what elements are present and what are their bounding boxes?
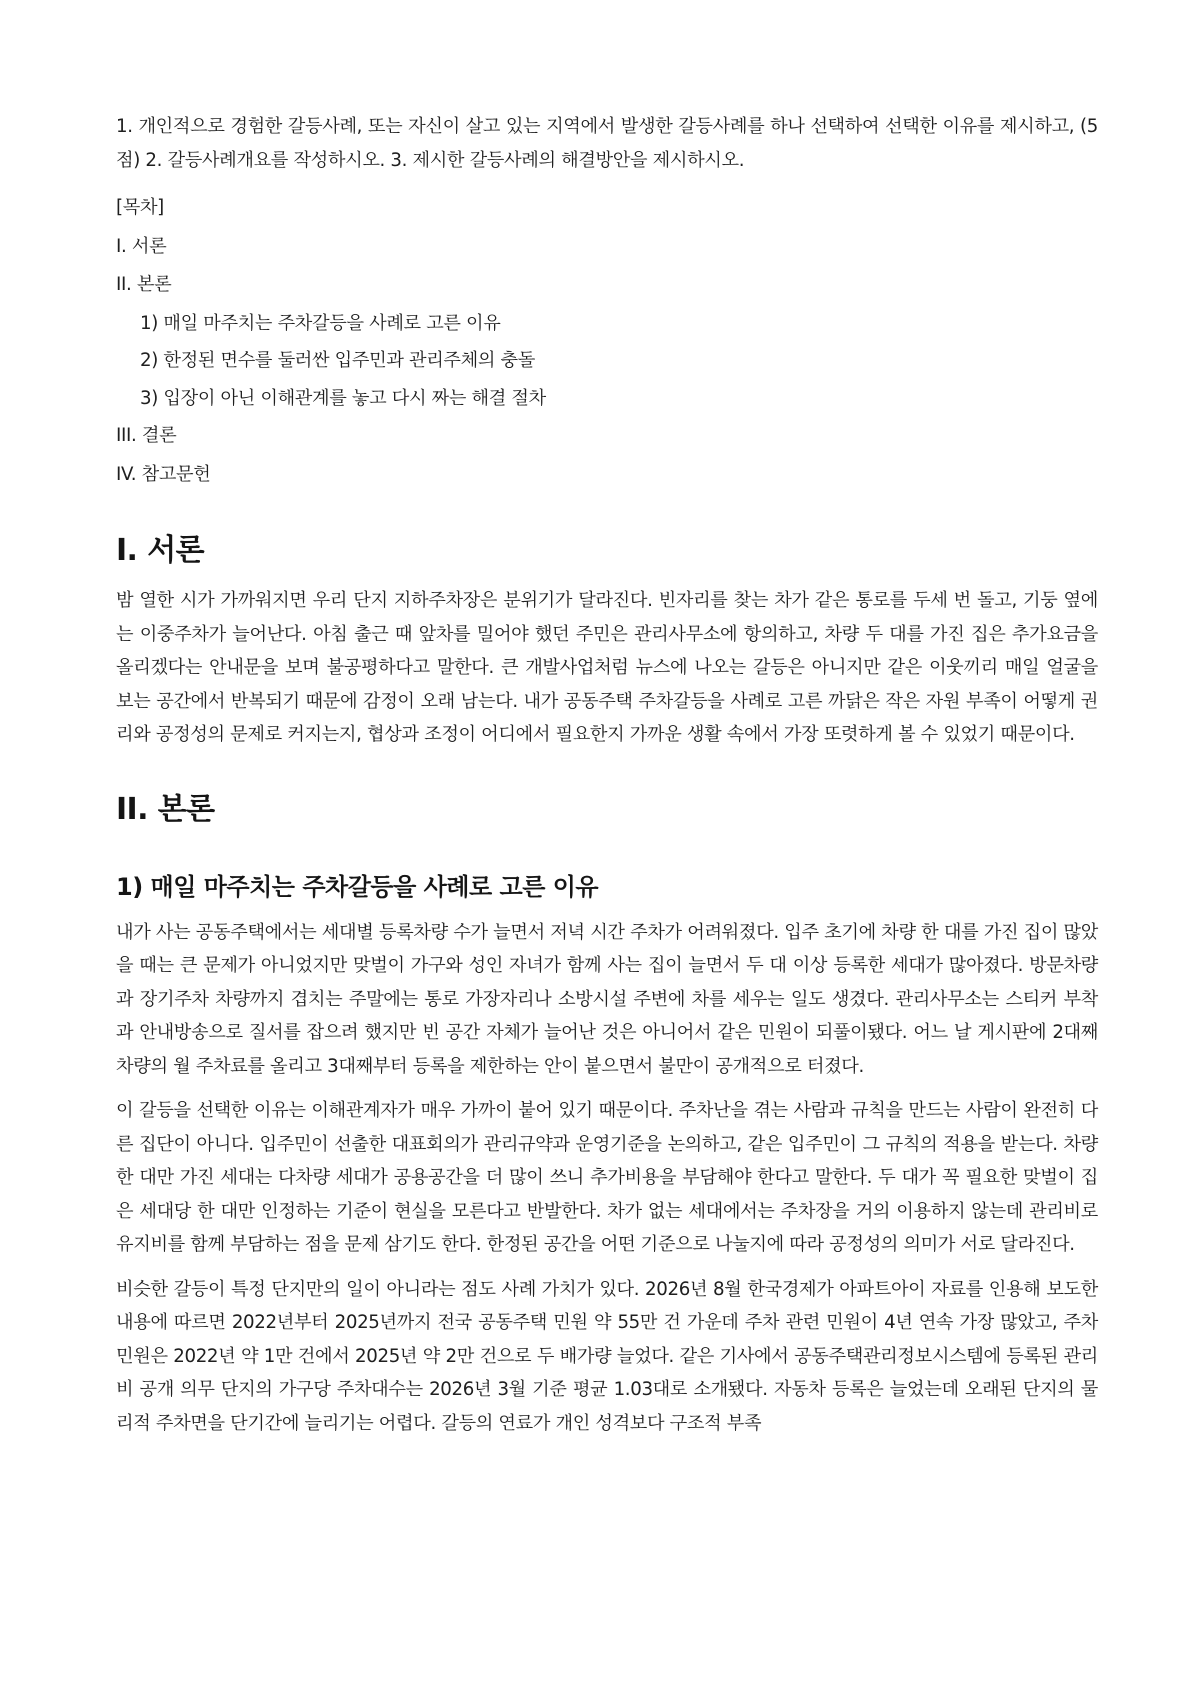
subsection-1-heading: 1) 매일 마주치는 주차갈등을 사례로 고른 이유 — [116, 872, 599, 901]
intro-heading: I. 서론 — [116, 533, 204, 568]
toc-item-conclusion: III. 결론 — [116, 425, 177, 446]
toc-item-intro: I. 서론 — [116, 235, 167, 257]
toc-subitem-1: 1) 매일 마주치는 주차갈등을 사례로 고른 이유 — [140, 312, 501, 334]
toc-item-body: II. 본론 — [116, 274, 172, 295]
table-of-contents — [116, 191, 1098, 491]
subsection-1-paragraph-1: 내가 사는 공동주택에서는 세대별 등록차량 수가 늘면서 저녁 시간 주차가 어려워졌다. 입주 초기에 차량 한 대를 가진 집이 많았을 때는 큰 문제가 아니었지만 맞벌이 가구와 성인 자녀가 함께 사는 집이 늘면서 두 대 이상 등록한 세대가 많아졌다. 방문차량과 장기주차 차량까지 겹치는 주말에는 통로 가장자리나 소방시설 주변에 차를 세우는 일도 생겼다. 관리사무소는 스티커 부착과 안내방송으로 질서를 잡으려 했지만 빈 공간 자체가 늘어난 것은 아니어서 같은 민원이 되풀이됐다. 어느 날 게시판에 2대째 차량의 월 주차료를 올리고 3대째부터 등록을 제한하는 안이 붙으면서 불만이 공개적으로 터졌다. — [116, 921, 1098, 1077]
toc-subitem-3: 3) 입장이 아닌 이해관계를 놓고 다시 짜는 해결 절차 — [140, 387, 546, 409]
document-page — [116, 110, 1098, 1451]
toc-item-references: IV. 참고문헌 — [116, 463, 211, 485]
assignment-prompt: 1. 개인적으로 경험한 갈등사례, 또는 자신이 살고 있는 지역에서 발생한 갈등사례를 하나 선택하여 선택한 이유를 제시하고, (5점) 2. 갈등사례개요를 작성하시오. 3. 제시한 갈등사례의 해결방안을 제시하시오. — [116, 116, 1098, 171]
body-heading: II. 본론 — [116, 791, 215, 827]
subsection-1-paragraph-2: 이 갈등을 선택한 이유는 이해관계자가 매우 가까이 붙어 있기 때문이다. 주차난을 겪는 사람과 규칙을 만드는 사람이 완전히 다른 집단이 아니다. 입주민이 선출한 대표회의가 관리규약과 운영기준을 논의하고, 같은 입주민이 그 규칙의 적용을 받는다. 차량 한 대만 가진 세대는 다차량 세대가 공용공간을 더 많이 쓰니 추가비용을 부담해야 한다고 말한다. 두 대가 꼭 필요한 맞벌이 집은 세대당 한 대만 인정하는 기준이 현실을 모른다고 반발한다. 차가 없는 세대에서는 주차장을 거의 이용하지 않는데 관리비로 유지비를 함께 부담하는 점을 문제 삼기도 한다. 한정된 공간을 어떤 기준으로 나눌지에 따라 공정성의 의미가 서로 달라진다. — [116, 1100, 1098, 1255]
toc-heading: [목차] — [116, 197, 164, 218]
subsection-1-paragraph-3: 비슷한 갈등이 특정 단지만의 일이 아니라는 점도 사례 가치가 있다. 2026년 8월 한국경제가 아파트아이 자료를 인용해 보도한 내용에 따르면 2022년부터 2025년까지 전국 공동주택 민원 약 55만 건 가운데 주차 관련 민원이 4년 연속 가장 많았고, 주차 민원은 2022년 약 1만 건에서 2025년 약 2만 건으로 두 배가량 늘었다. 같은 기사에서 공동주택관리정보시스템에 등록된 관리비 공개 의무 단지의 가구당 주차대수는 2026년 3월 기준 평균 1.03대로 소개됐다. 자동차 등록은 늘었는데 오래된 단지의 물리적 주차면을 단기간에 늘리기는 어렵다. 갈등의 연료가 개인 성격보다 구조적 부족 — [116, 1278, 1098, 1434]
toc-subitem-2: 2) 한정된 면수를 둘러싼 입주민과 관리주체의 충돌 — [140, 350, 535, 371]
intro-paragraph: 밤 열한 시가 가까워지면 우리 단지 지하주차장은 분위기가 달라진다. 빈자리를 찾는 차가 같은 통로를 두세 번 돌고, 기둥 옆에는 이중주차가 늘어난다. 아침 출근 때 앞차를 밀어야 했던 주민은 관리사무소에 항의하고, 차량 두 대를 가진 집은 추가요금을 올리겠다는 안내문을 보며 불공평하다고 말한다. 큰 개발사업처럼 뉴스에 나오는 갈등은 아니지만 같은 이웃끼리 매일 얼굴을 보는 공간에서 반복되기 때문에 감정이 오래 남는다. 내가 공동주택 주차갈등을 사례로 고른 까닭은 작은 자원 부족이 어떻게 권리와 공정성의 문제로 커지는지, 협상과 조정이 어디에서 필요한지 가까운 생활 속에서 가장 또렷하게 볼 수 있었기 때문이다. — [116, 590, 1098, 745]
